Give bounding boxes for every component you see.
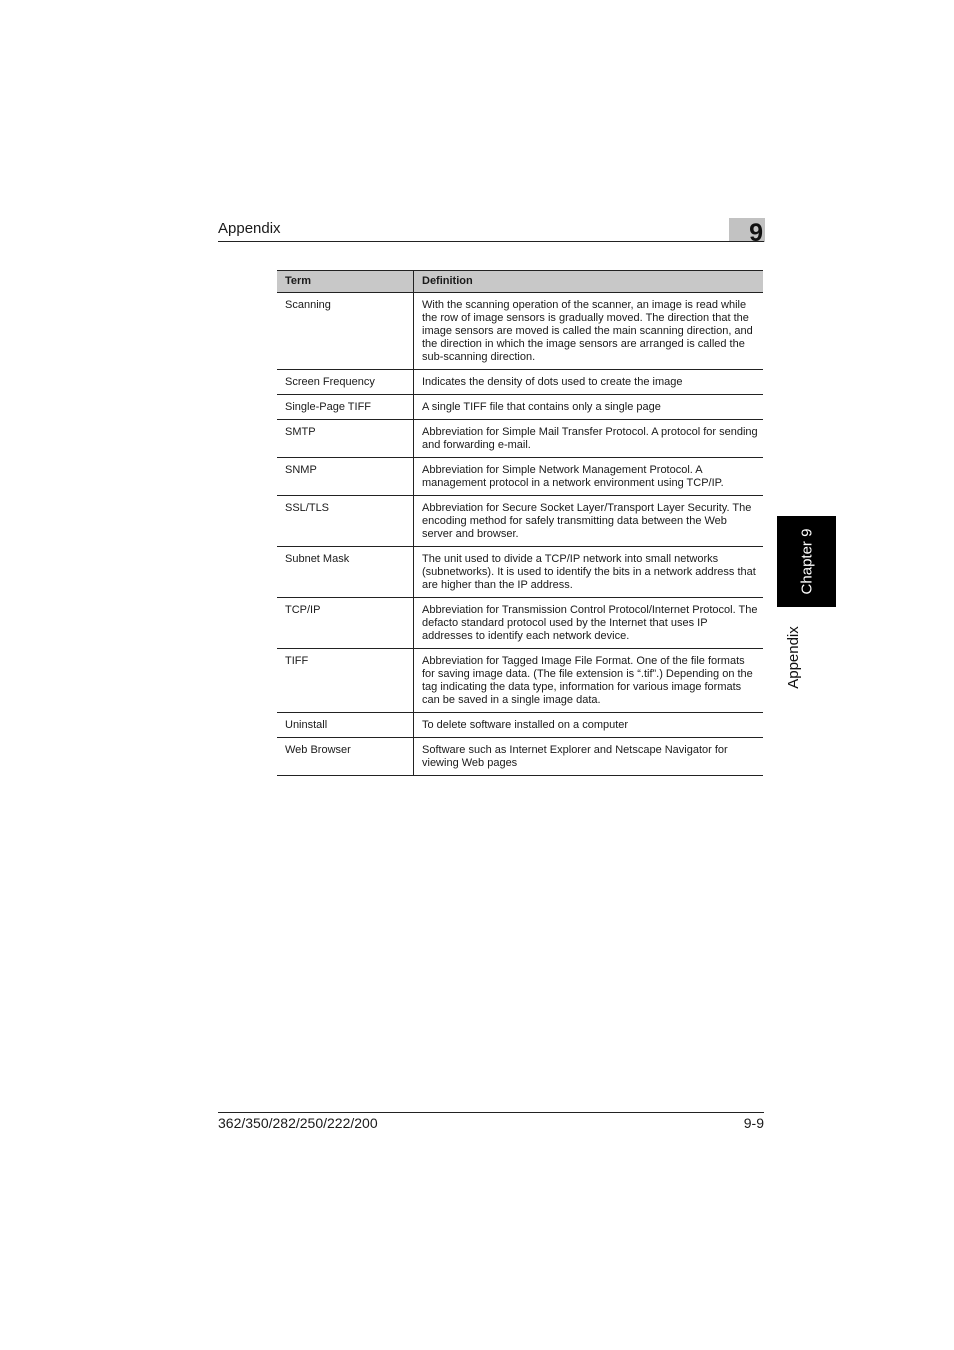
term-cell: TCP/IP xyxy=(277,598,414,649)
table-row xyxy=(277,370,763,395)
term-cell: Single-Page TIFF xyxy=(277,395,414,420)
table-row xyxy=(277,458,763,496)
term-cell: Web Browser xyxy=(277,738,414,776)
definition-cell: Abbreviation for Simple Mail Transfer Protocol. A protocol for sending and forwarding e-mail. xyxy=(414,420,764,458)
term-cell: Screen Frequency xyxy=(277,370,414,395)
definition-cell: With the scanning operation of the scanner, an image is read while the row of image sensors is gradually moved. The direction that the image sensors are moved is called the main scanning direction, and the direction in which the image sensors are arranged is called the sub-scanning direction. xyxy=(414,293,764,370)
side-section-label: Appendix xyxy=(784,625,802,689)
table-row xyxy=(277,496,763,547)
side-chapter-label-wrap xyxy=(777,516,836,607)
footer-rule xyxy=(218,1112,764,1113)
footer-page-number: 9-9 xyxy=(743,1115,764,1131)
term-cell: SSL/TLS xyxy=(277,496,414,547)
definition-cell: Indicates the density of dots used to create the image xyxy=(414,370,764,395)
page-header-title: Appendix xyxy=(218,220,281,237)
chapter-number-box xyxy=(729,218,765,247)
table-row xyxy=(277,649,763,713)
definition-cell: Abbreviation for Transmission Control Protocol/Internet Protocol. The defacto standard protocol used by the Internet that uses IP addresses to identify each network device. xyxy=(414,598,764,649)
header-rule xyxy=(218,241,764,242)
term-cell: Scanning xyxy=(277,293,414,370)
definition-cell: The unit used to divide a TCP/IP network into small networks (subnetworks). It is used to identify the bits in a network address that are higher than the IP address. xyxy=(414,547,764,598)
header-definition: Definition xyxy=(414,271,764,293)
side-section-label-wrap xyxy=(777,612,809,702)
table-row xyxy=(277,395,763,420)
term-cell: Subnet Mask xyxy=(277,547,414,598)
table-row xyxy=(277,713,763,738)
term-cell: SNMP xyxy=(277,458,414,496)
definition-cell: Abbreviation for Secure Socket Layer/Transport Layer Security. The encoding method for safely transmitting data between the Web server and browser. xyxy=(414,496,764,547)
definition-cell: Abbreviation for Simple Network Management Protocol. A management protocol in a network environment using TCP/IP. xyxy=(414,458,764,496)
glossary-table xyxy=(277,270,763,776)
table-row xyxy=(277,420,763,458)
definition-cell: To delete software installed on a computer xyxy=(414,713,764,738)
table-row xyxy=(277,293,763,370)
footer-model-numbers: 362/350/282/250/222/200 xyxy=(218,1115,378,1131)
definition-cell: Software such as Internet Explorer and Netscape Navigator for viewing Web pages xyxy=(414,738,764,776)
term-cell: Uninstall xyxy=(277,713,414,738)
chapter-number: 9 xyxy=(749,219,763,247)
table-row xyxy=(277,738,763,776)
term-cell: TIFF xyxy=(277,649,414,713)
table-row xyxy=(277,598,763,649)
term-cell: SMTP xyxy=(277,420,414,458)
side-chapter-label: Chapter 9 xyxy=(798,528,815,595)
table-header-row xyxy=(277,271,763,293)
definition-cell: Abbreviation for Tagged Image File Format. One of the file formats for saving image data. (The file extension is “.tif”.) Depending on the tag indicating the data type, information for various image formats can be saved in a single image data. xyxy=(414,649,764,713)
definition-cell: A single TIFF file that contains only a single page xyxy=(414,395,764,420)
header-term: Term xyxy=(277,271,414,293)
table-row xyxy=(277,547,763,598)
